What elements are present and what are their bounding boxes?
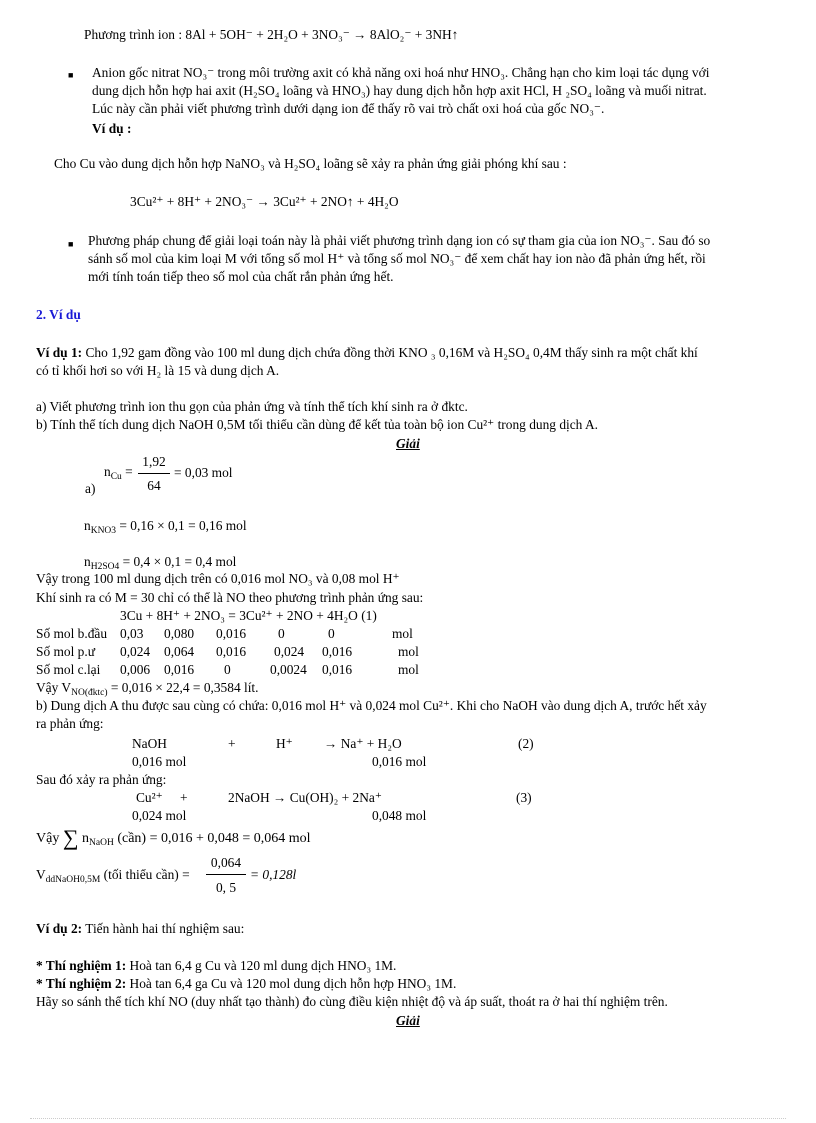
ex1-question-a: a) Viết phương trình ion thu gọn của phản ứng và tính thể tích khí sinh ra ở đktc. [36, 399, 468, 414]
ionic-equation-label: Phương trình ion : [84, 27, 183, 42]
ex1-line2: có tỉ khối hơi so với H₂ là 15 và dung dịch A. [36, 363, 280, 378]
r2-mol-naoh: 0,016 mol [132, 754, 187, 769]
ex1-question-b: b) Tính thể tích dung dịch NaOH 0,5M tối thiểu cần dùng để kết tủa toàn bộ ion Cu²⁺ trong dung dịch A. [36, 417, 599, 432]
tn2-line [36, 975, 456, 992]
cell-no: 0,016 [322, 662, 353, 677]
cu-equation: 3Cu²⁺ + 8H⁺ + 2NO₃⁻ → 3Cu²⁺ + 2NO↑ + 4H₂O [130, 194, 399, 209]
ex1-text1: Cho 1,92 gam đồng vào 100 ml dung dịch chứa đồng thời KNO ₃ 0,16M và H₂SO₄ 0,4M thấy sinh ra một chất khí [85, 345, 698, 360]
bullet-icon: ■ [68, 239, 74, 249]
ex2-solution-heading: Giải [396, 1013, 420, 1028]
cell-unit: mol [398, 644, 419, 659]
ex1-label: Ví dụ 1: [36, 345, 83, 360]
bullet2-line1: Phương pháp chung để giải loại toán này là phải viết phương trình dạng ion có sự tham gia của ion NO₃⁻. Sau đó so [88, 233, 711, 248]
bullet2-line3: mới tính toán tiếp theo số mol của chất rắn phản ứng hết. [88, 269, 394, 284]
nh2so4-line: $n_{H2SO4} = 0,4 \times 0,1 = 0,4$ mol [84, 554, 237, 572]
v-lhs: V [36, 867, 46, 882]
r3-rest: 2NaOH → Cu(OH)₂ + 2Na⁺ [228, 790, 382, 805]
cell-no: 0,016 [322, 644, 353, 659]
cell-cu2: 0 [278, 626, 285, 641]
page-bottom-divider [30, 1118, 786, 1119]
v-denominator: 0, 5 [215, 880, 237, 895]
v-mid: (tối thiểu cần) = [103, 867, 190, 882]
tn1-text: Hoà tan 6,4 g Cu và 120 ml dung dịch HNO₃ 1M. [129, 958, 397, 973]
ionic-equation [84, 26, 458, 43]
cell-no3: 0 [224, 662, 231, 677]
vno-sub: NO(đktc) [71, 688, 108, 698]
ex1-solution-heading: Giải [396, 436, 420, 451]
cell-unit: mol [398, 662, 419, 677]
nh2so4-value: = 0,4 × 0,1 = 0,4 mol [122, 554, 237, 569]
cell-h: 0,016 [164, 662, 195, 677]
bullet1-line3: Lúc này cần phải viết phương trình dưới dạng ion để thấy rõ vai trò chất oxi hoá của gốc NO₃⁻. [92, 101, 605, 116]
v-numerator: 0,064 [210, 855, 242, 870]
ncu-fraction-bar [138, 473, 170, 474]
bullet-icon: ■ [68, 70, 74, 80]
sum-lhs: Vậy [36, 831, 60, 846]
v-fraction-bar [206, 874, 246, 875]
example-label: Ví dụ : [92, 121, 132, 136]
section-title: 2. Ví dụ [36, 307, 81, 322]
ncu-numerator: 1,92 [142, 454, 166, 469]
row-label: Số mol p.ư [36, 644, 95, 659]
ionic-equation-formula: 8Al + 5OH⁻ + 2H₂O + 3NO₃⁻ → 8AlO₂⁻ + 3NH↑ [185, 27, 459, 42]
sum-sigma: ∑ [62, 825, 79, 850]
r2-plus: + [228, 736, 236, 751]
ncu-sub: Cu [110, 472, 122, 482]
row-label: Số mol b.đầu [36, 626, 108, 641]
r3-number: (3) [516, 790, 532, 805]
reaction-1: 3Cu + 8H⁺ + 2NO₃ = 3Cu²⁺ + 2NO + 4H₂O (1) [120, 608, 377, 623]
cell-unit: mol [392, 626, 413, 641]
tn1-line [36, 957, 396, 974]
sum-n: n [82, 831, 90, 846]
nkno3-sub: KNO3 [90, 526, 117, 536]
cell-no3: 0,016 [216, 644, 247, 659]
ncu-rhs: = 0,03 mol [174, 465, 233, 480]
ncu-n: n [104, 464, 111, 479]
cell-no: 0 [328, 626, 335, 641]
tn2-label: * Thí nghiệm 2: [36, 976, 127, 991]
ex2-text: Tiến hành hai thí nghiệm sau: [85, 921, 245, 936]
tn1-label: * Thí nghiệm 1: [36, 958, 127, 973]
r2-naoh: NaOH [132, 736, 167, 751]
then-line: Sau đó xảy ra phản ứng: [36, 772, 167, 787]
cell-h: 0,080 [164, 626, 195, 641]
ex1-line1 [36, 344, 698, 361]
v-naoh-lhs [36, 866, 190, 883]
vno-lhs: Vậy V [36, 680, 72, 695]
ex1-line-moles: Vậy trong 100 ml dung dịch trên có 0,016 mol NO₃ và 0,08 mol H⁺ [36, 571, 400, 586]
nh2so4-sub: H2SO4 [90, 562, 120, 572]
r3-mol-naoh: 0,048 mol [372, 808, 427, 823]
ex2-line [36, 920, 244, 937]
cell-h: 0,064 [164, 644, 195, 659]
vno-rhs: = 0,016 × 22,4 = 0,3584 lít. [110, 680, 259, 695]
nkno3-line: $n_{KNO3} = 0,16 \times 0,1 = 0,16$ mol [84, 518, 247, 536]
tn2-text: Hoà tan 6,4 ga Cu và 120 mol dung dịch hỗn hợp HNO₃ 1M. [129, 976, 457, 991]
r2-h: H⁺ [276, 736, 293, 751]
nkno3-value: = 0,16 × 0,1 = 0,16 mol [119, 518, 247, 533]
cu-text: Cho Cu vào dung dịch hỗn hợp NaNO₃ và H₂SO₄ loãng sẽ xảy ra phản ứng giải phóng khí sau : [54, 156, 567, 171]
part-b-line1: b) Dung dịch A thu được sau cùng có chứa: 0,016 mol H⁺ và 0,024 mol Cu²⁺. Khi cho NaOH vào dung dịch A, trước hết xảy [36, 698, 707, 713]
r3-mol-cu: 0,024 mol [132, 808, 187, 823]
r2-products: → Na⁺ + H₂O [324, 736, 402, 751]
bullet1-line1: Anion gốc nitrat NO₃⁻ trong môi trường axit có khả năng oxi hoá như HNO₃. Chẳng hạn cho kim loại tác dụng với [92, 65, 710, 80]
ex2-label: Ví dụ 2: [36, 921, 83, 936]
cell-cu2: 0,0024 [270, 662, 307, 677]
r3-plus: + [180, 790, 188, 805]
cell-cu: 0,006 [120, 662, 151, 677]
cell-cu2: 0,024 [274, 644, 305, 659]
cell-cu: 0,024 [120, 644, 151, 659]
v-rhs: = 0,128l [250, 867, 297, 882]
sum-sub: NaOH [89, 838, 114, 848]
ex1-line-gas: Khí sinh ra có M = 30 chỉ có thể là NO theo phương trình phản ứng sau: [36, 590, 424, 605]
part-a-label: a) [85, 481, 96, 496]
cell-no3: 0,016 [216, 626, 247, 641]
bullet2-line2: sánh số mol của kim loại M với tổng số mol H⁺ và tổng số mol NO₃⁻ để xem chất hay ion nào đã phản ứng hết, rồi [88, 251, 706, 266]
cell-cu: 0,03 [120, 626, 144, 641]
vno-line [36, 679, 259, 696]
r2-mol-h2o: 0,016 mol [372, 754, 427, 769]
row-label: Số mol c.lại [36, 662, 101, 677]
ncu-denominator: 64 [147, 478, 161, 493]
ex2-question: Hãy so sánh thể tích khí NO (duy nhất tạo thành) đo cùng điều kiện nhiệt độ và áp suất, thoát ra ở hai thí nghiệm trên. [36, 994, 668, 1009]
part-b-line2: ra phản ứng: [36, 716, 104, 731]
bullet1-line2: dung dịch hỗn hợp hai axit (H₂SO₄ loãng và HNO₃) hay dung dịch hỗn hợp axit HCl, H ₂SO₄ loãng và muối nitrat. [92, 83, 707, 98]
sum-line [36, 824, 311, 853]
r3-cu: Cu²⁺ [136, 790, 163, 805]
sum-rhs: (cần) = 0,016 + 0,048 = 0,064 mol [117, 831, 311, 846]
r2-number: (2) [518, 736, 534, 751]
v-sub: ddNaOH0,5M [45, 875, 101, 885]
ncu-lhs: $n_{Cu}$ = [104, 464, 133, 482]
